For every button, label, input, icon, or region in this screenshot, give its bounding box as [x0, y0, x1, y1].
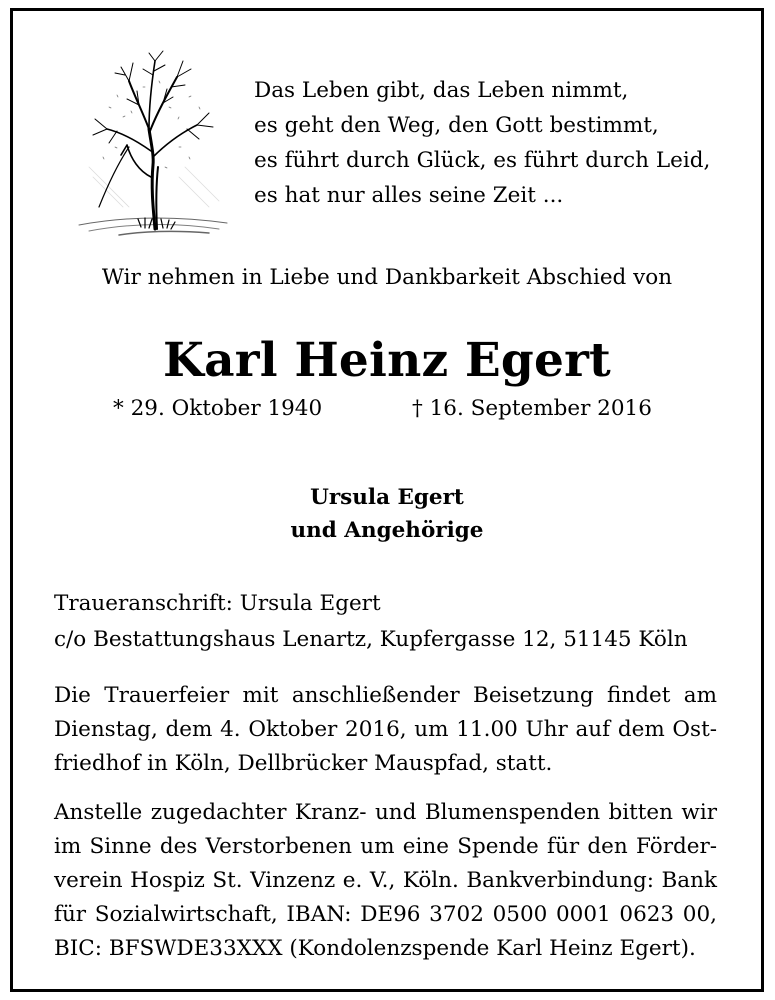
poem [254, 73, 710, 213]
ceremony-paragraph [54, 679, 717, 781]
donation-line: verein Hospiz St. Vinzenz e. V., Köln. Bankverbindung: Bank [54, 868, 717, 893]
obituary-frame [10, 8, 764, 992]
ceremony-line: Dienstag, dem 4. Oktober 2016, um 11.00 Uhr auf dem Ost- [54, 717, 717, 742]
donation-line: BIC: BFSWDE33XXX (Kondolenzspende Karl Heinz Egert). [54, 936, 696, 961]
address-line: Traueranschrift: Ursula Egert [54, 591, 381, 616]
mourning-address [54, 586, 688, 658]
donation-line: im Sinne des Verstorbenen um eine Spende für den Förder- [54, 834, 717, 859]
ceremony-line: Die Trauerfeier mit anschließender Beisetzung findet am [54, 683, 717, 708]
deceased-name: Karl Heinz Egert [163, 333, 611, 388]
mourner-line: und Angehörige [290, 518, 484, 543]
poem-line: es führt durch Glück, es führt durch Leid, [254, 148, 711, 173]
donation-paragraph [54, 796, 717, 966]
death-date: † 16. September 2016 [412, 396, 652, 421]
address-line: c/o Bestattungshaus Lenartz, Kupfergasse 12, 51145 Köln [54, 627, 688, 652]
birth-date: * 29. Oktober 1940 [113, 396, 323, 421]
farewell-intro: Wir nehmen in Liebe und Dankbarkeit Abschied von [101, 265, 673, 290]
poem-line: es hat nur alles seine Zeit ... [254, 183, 564, 208]
mourner-line: Ursula Egert [310, 485, 464, 510]
donation-line: für Sozialwirtschaft, IBAN: DE96 3702 0500 0001 0623 00, [54, 902, 717, 927]
poem-line: es geht den Weg, den Gott bestimmt, [254, 113, 659, 138]
mourners [13, 481, 761, 547]
bare-tree-sketch-icon [59, 47, 231, 249]
donation-line: Anstelle zugedachter Kranz- und Blumenspenden bitten wir [54, 800, 717, 825]
poem-line: Das Leben gibt, das Leben nimmt, [254, 78, 629, 103]
ceremony-line: friedhof in Köln, Dellbrücker Mauspfad, statt. [54, 751, 553, 776]
